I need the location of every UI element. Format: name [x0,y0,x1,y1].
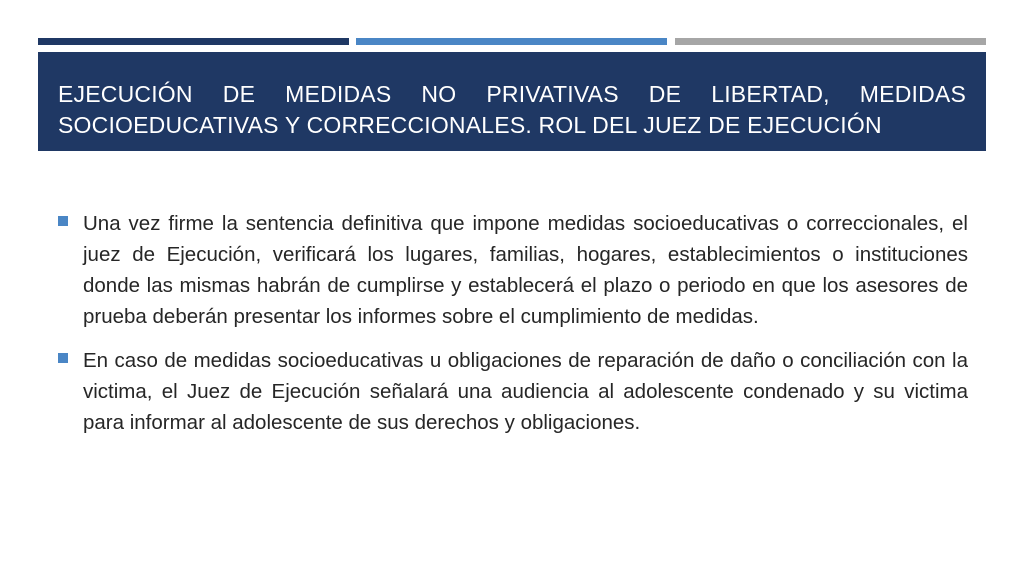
slide-title: EJECUCIÓN DE MEDIDAS NO PRIVATIVAS DE LIBERTAD, MEDIDAS SOCIOEDUCATIVAS Y CORRECCIONALES. ROL DEL JUEZ DE EJECUCIÓN [58,81,966,138]
accent-bar-blue [356,38,667,45]
accent-bar-gray [675,38,986,45]
square-bullet-icon [58,216,68,226]
bullet-item [58,208,968,332]
bullet-item [58,345,968,438]
bullet-text: Una vez firme la sentencia definitiva que impone medidas socioeducativas o correccionales, el juez de Ejecución, verificará los lugares, familias, hogares, establecimientos o instituciones donde las mismas habrán de cumplirse y establecerá el plazo o periodo en que los asesores de prueba deberán presentar los informes sobre el cumplimiento de medidas. [83,212,968,328]
title-band [38,52,986,151]
square-bullet-icon [58,353,68,363]
bullet-list [58,208,968,451]
bullet-text: En caso de medidas socioeducativas u obligaciones de reparación de daño o conciliación con la victima, el Juez de Ejecución señalará una audiencia al adolescente condenado y su victima para informar al adolescente de sus derechos y obligaciones. [83,349,968,434]
accent-bar-dark [38,38,349,45]
